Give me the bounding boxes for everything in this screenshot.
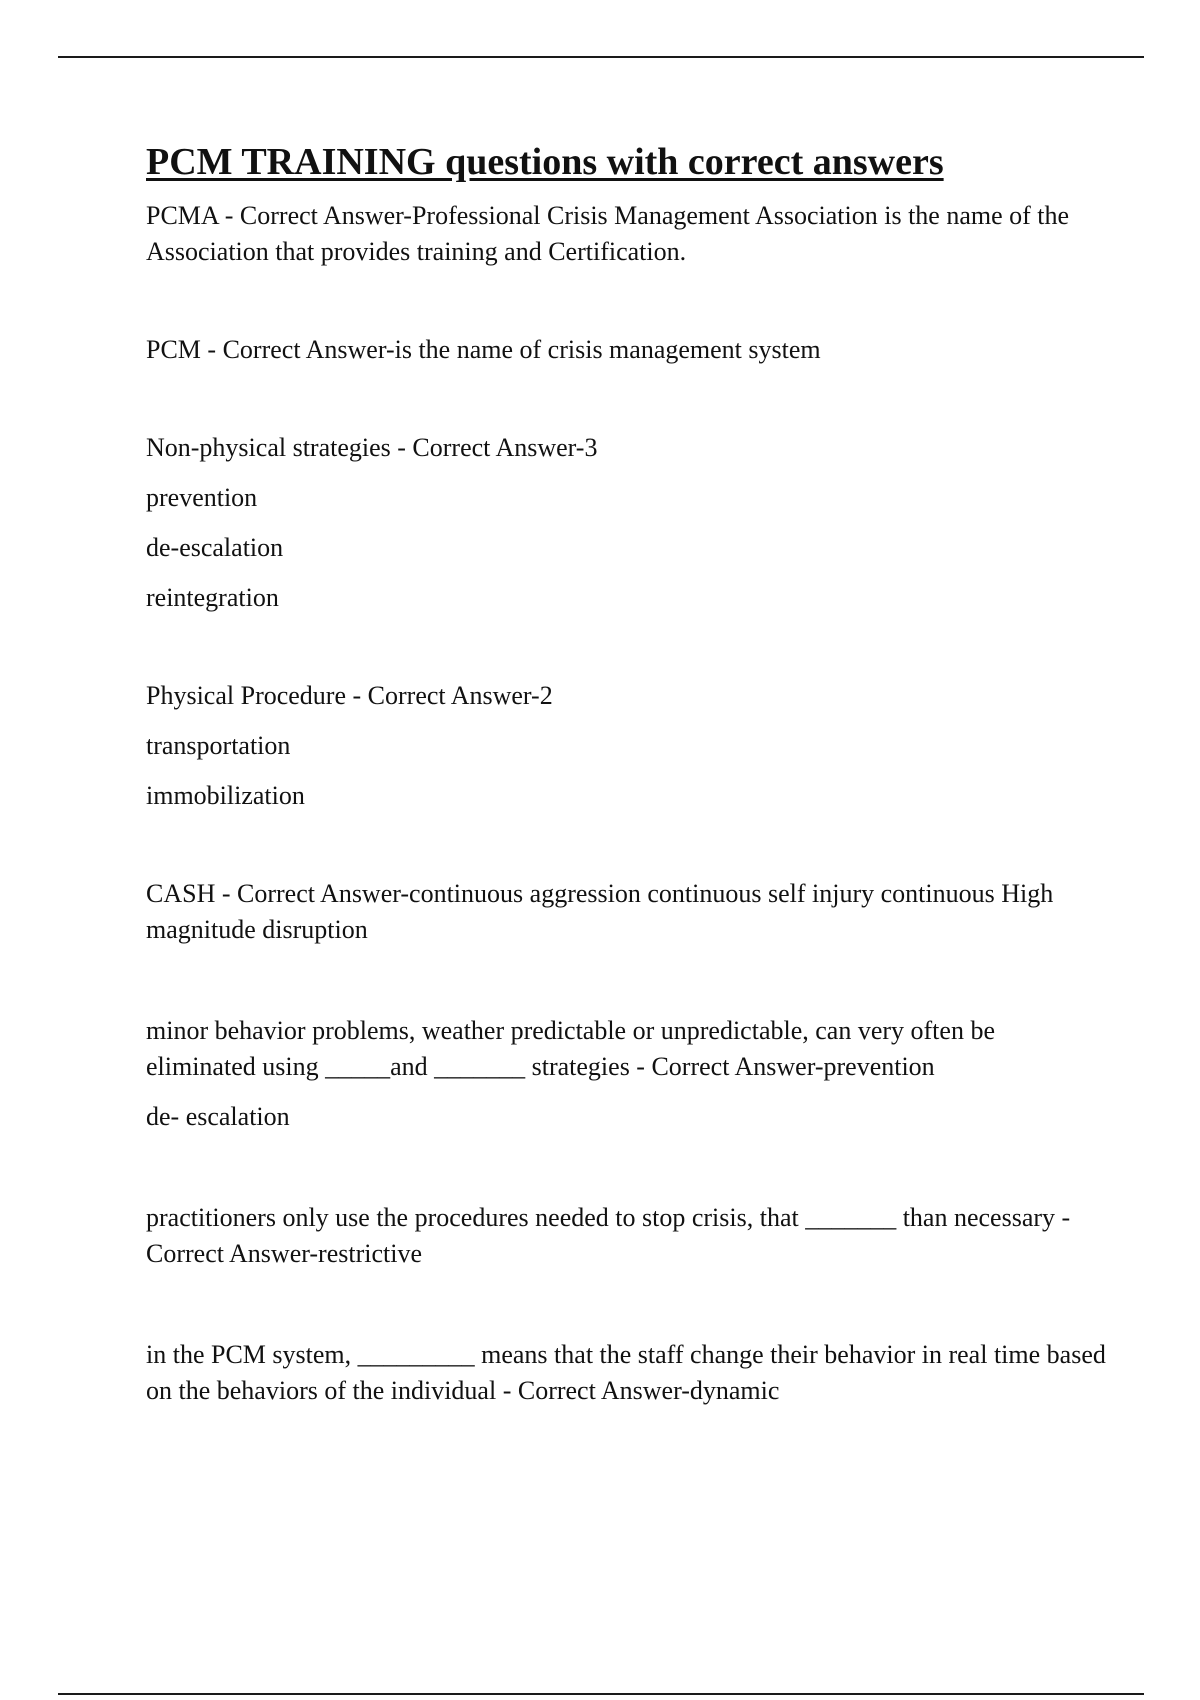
qa-text: in the PCM system, _________ means that the staff change their behavior in real time based on the behaviors of the individual - Correct Answer-dynamic [146, 1339, 1106, 1405]
qa-text: PCM - Correct Answer-is the name of crisis management system [146, 334, 821, 364]
qa-text: PCMA - Correct Answer-Professional Crisis Management Association is the name of the Association that provides training and Certification. [146, 200, 1070, 266]
footer-rule [58, 1693, 1144, 1695]
qa-entry-dynamic [146, 1337, 1106, 1409]
qa-text: Physical Procedure - Correct Answer-2 [146, 680, 553, 710]
qa-answer-line: de- escalation [146, 1101, 290, 1131]
qa-entry-practitioners [146, 1200, 1106, 1272]
qa-entry-non-physical-strategies [146, 430, 1106, 616]
qa-entry-physical-procedure [146, 678, 1106, 814]
header-rule [58, 56, 1144, 58]
qa-text: Non-physical strategies - Correct Answer-3 [146, 432, 598, 462]
qa-answer-line: prevention [146, 482, 258, 512]
qa-entry-pcm [146, 332, 1106, 368]
qa-answer-line: de-escalation [146, 532, 284, 562]
qa-entry-minor-behavior [146, 1013, 1106, 1135]
qa-answer-line: transportation [146, 730, 291, 760]
document-title: PCM TRAINING questions with correct answers [146, 141, 944, 183]
document-body [146, 140, 1106, 1409]
qa-answer-line: reintegration [146, 582, 279, 612]
qa-entry-cash [146, 876, 1106, 948]
qa-answer-line: immobilization [146, 780, 305, 810]
qa-text: minor behavior problems, weather predictable or unpredictable, can very often be eliminated using _____and _______ strategies - Correct Answer-prevention [146, 1015, 995, 1081]
qa-entry-pcma [146, 198, 1106, 270]
qa-text: practitioners only use the procedures needed to stop crisis, that _______ than necessary - Correct Answer-restrictive [146, 1202, 1071, 1268]
qa-text: CASH - Correct Answer-continuous aggression continuous self injury continuous High magnitude disruption [146, 878, 1054, 944]
